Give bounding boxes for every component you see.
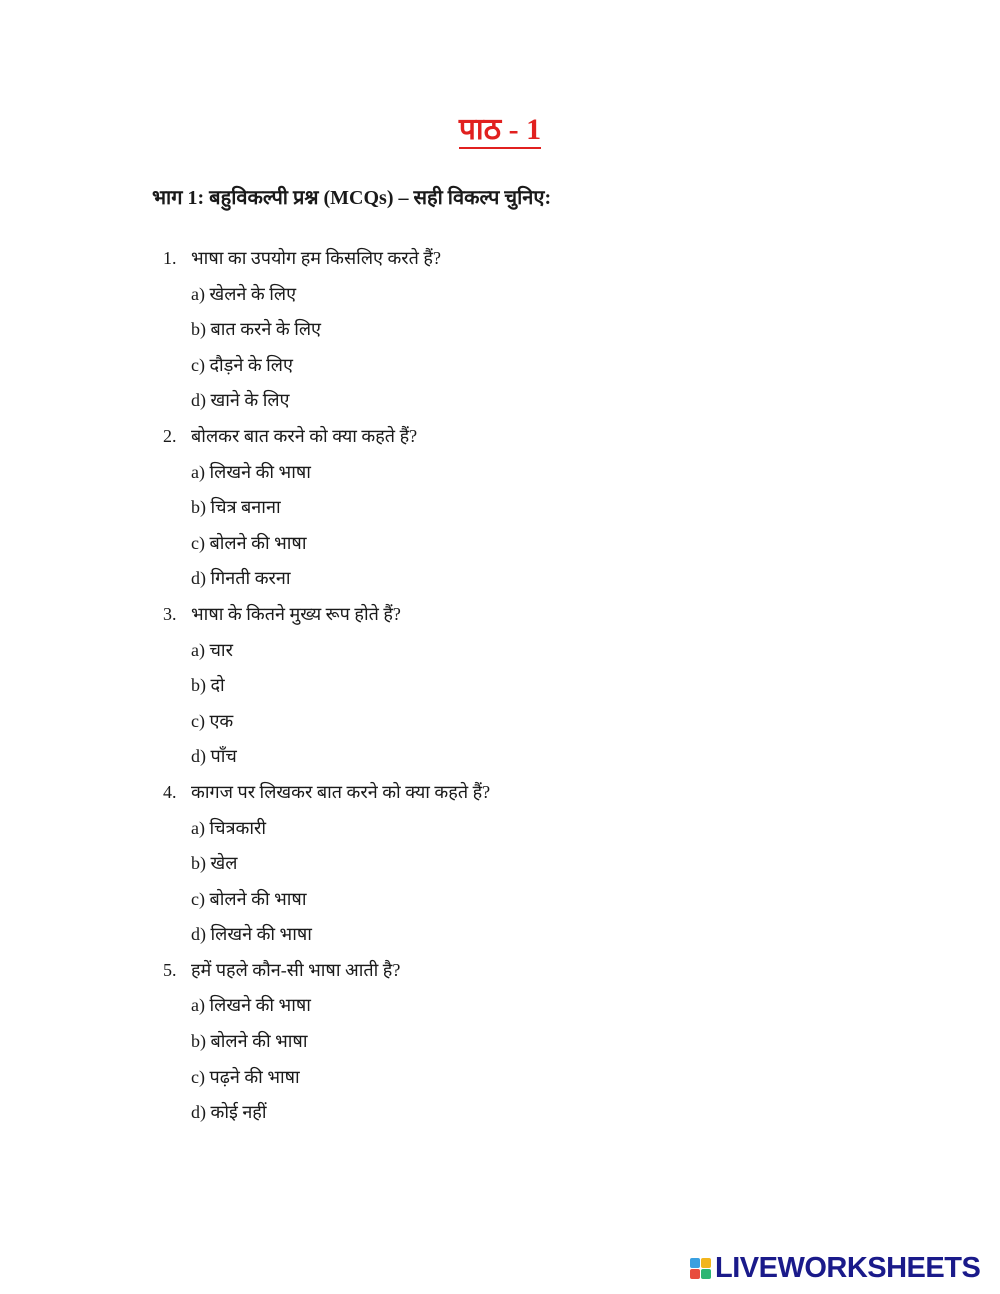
answer-option[interactable]: a) लिखने की भाषा (191, 461, 311, 482)
question-number: 5. (163, 959, 177, 980)
option-list (163, 277, 490, 419)
question-text: भाषा का उपयोग हम किसलिए करते हैं? (191, 248, 441, 268)
question-item (163, 775, 490, 953)
answer-option[interactable]: b) बात करने के लिए (191, 319, 322, 340)
answer-option[interactable]: a) चार (191, 639, 233, 660)
logo-square (701, 1258, 711, 1268)
answer-option[interactable]: d) खाने के लिए (191, 390, 290, 411)
answer-option[interactable]: c) एक (191, 710, 234, 731)
option-list (163, 455, 490, 597)
answer-option[interactable]: d) गिनती करना (191, 568, 291, 589)
answer-option[interactable]: a) चित्रकारी (191, 817, 267, 838)
page-title-text: पाठ - 1 (459, 113, 541, 149)
page-title (0, 110, 1000, 150)
question-line (163, 775, 490, 811)
question-number: 1. (163, 248, 177, 268)
answer-option[interactable]: d) लिखने की भाषा (191, 924, 312, 945)
option-list (163, 988, 490, 1130)
answer-option[interactable]: a) लिखने की भाषा (191, 995, 311, 1016)
option-list (163, 633, 490, 775)
question-text: कागज पर लिखकर बात करने को क्या कहते हैं? (191, 781, 491, 802)
question-item (163, 419, 490, 597)
answer-option[interactable]: d) पाँच (191, 746, 237, 767)
logo-text: LIVEWORKSHEETS (715, 1251, 981, 1284)
answer-option[interactable]: b) खेल (191, 853, 238, 874)
logo-grid-icon (690, 1258, 711, 1279)
answer-option[interactable]: c) पढ़ने की भाषा (191, 1066, 300, 1087)
question-number: 3. (163, 603, 177, 624)
logo-square (690, 1269, 700, 1279)
question-item (163, 597, 490, 775)
question-line (163, 419, 490, 455)
question-item (163, 241, 490, 419)
liveworksheets-logo (690, 1250, 980, 1286)
option-list (163, 811, 490, 953)
question-list (163, 241, 490, 1131)
question-item (163, 953, 490, 1131)
question-text: भाषा के कितने मुख्य रूप होते हैं? (191, 603, 401, 624)
answer-option[interactable]: c) बोलने की भाषा (191, 532, 307, 553)
answer-option[interactable]: d) कोई नहीं (191, 1102, 267, 1123)
question-number: 4. (163, 781, 177, 802)
question-line (163, 953, 490, 989)
logo-square (701, 1269, 711, 1279)
question-number: 2. (163, 425, 177, 446)
answer-option[interactable]: c) दौड़ने के लिए (191, 354, 293, 375)
answer-option[interactable]: a) खेलने के लिए (191, 283, 297, 304)
answer-option[interactable]: b) चित्र बनाना (191, 497, 281, 518)
answer-option[interactable]: b) दो (191, 675, 225, 696)
section-heading: भाग 1: बहुविकल्पी प्रश्न (MCQs) – सही विकल्प चुनिए: (152, 187, 552, 209)
question-line (163, 597, 490, 633)
logo-square (690, 1258, 700, 1268)
answer-option[interactable]: c) बोलने की भाषा (191, 888, 307, 909)
question-line (163, 241, 490, 277)
answer-option[interactable]: b) बोलने की भाषा (191, 1031, 308, 1052)
question-text: बोलकर बात करने को क्या कहते हैं? (191, 425, 418, 446)
question-text: हमें पहले कौन-सी भाषा आती है? (191, 959, 401, 980)
